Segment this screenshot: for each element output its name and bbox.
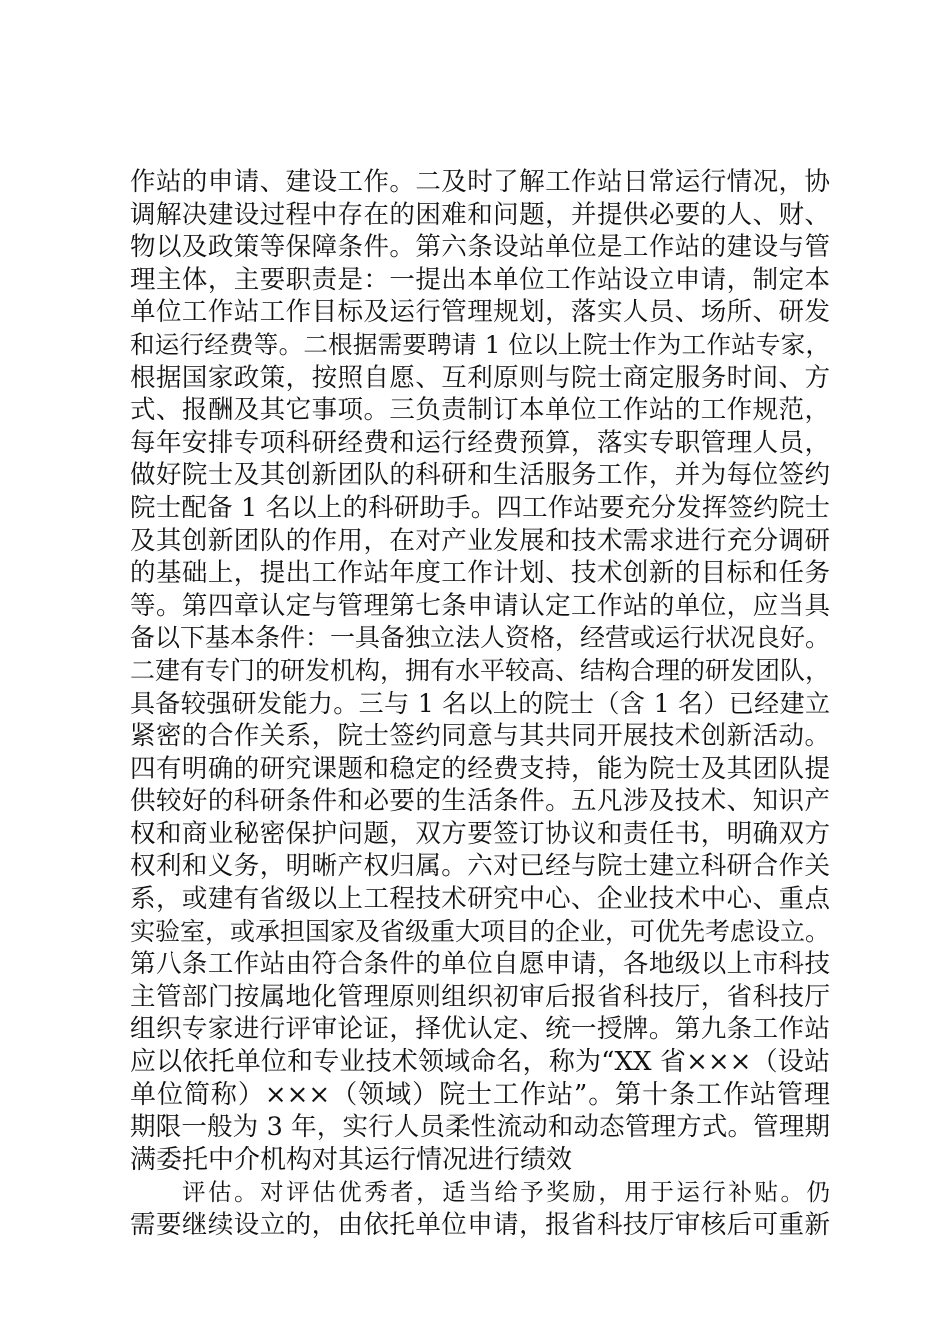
text-line: 调解决建设过程中存在的困难和问题，并提供必要的人、财、: [130, 199, 830, 230]
text-line: 系，或建有省级以上工程技术研究中心、企业技术中心、重点: [130, 884, 830, 915]
text-line: 式、报酬及其它事项。三负责制订本单位工作站的工作规范，: [130, 395, 830, 426]
text-line-indented: 评估。对评估优秀者，适当给予奖励，用于运行补贴。仍: [182, 1178, 830, 1207]
text-line: 及其创新团队的作用，在对产业发展和技术需求进行充分调研: [130, 525, 830, 556]
text-line: 备以下基本条件：一具备独立法人资格，经营或运行状况良好。: [130, 623, 831, 653]
text-line: 物以及政策等保障条件。第六条设站单位是工作站的建设与管: [130, 232, 830, 263]
body-text: [130, 166, 830, 1242]
text-line: 权和商业秘密保护问题，双方要签订协议和责任书，明确双方: [130, 818, 830, 849]
text-line: 期限一般为 3 年，实行人员柔性流动和动态管理方式。管理期: [130, 1112, 830, 1143]
text-line: 每年安排专项科研经费和运行经费预算，落实专职管理人员，: [130, 427, 830, 458]
text-line: 和运行经费等。二根据需要聘请 1 位以上院士作为工作站专家，: [130, 329, 830, 359]
text-line: 第八条工作站由符合条件的单位自愿申请，各地级以上市科技: [130, 949, 830, 980]
text-line: 紧密的合作关系，院士签约同意与其共同开展技术创新活动。: [130, 721, 830, 752]
text-line: 二建有专门的研发机构，拥有水平较高、结构合理的研发团队，: [130, 655, 831, 685]
text-line: 院士配备 1 名以上的科研助手。四工作站要充分发挥签约院士: [130, 492, 830, 523]
text-line: 供较好的科研条件和必要的生活条件。五凡涉及技术、知识产: [130, 786, 830, 817]
text-line: 组织专家进行评审论证，择优认定、统一授牌。第九条工作站: [130, 1014, 830, 1045]
text-line: 等。第四章认定与管理第七条申请认定工作站的单位，应当具: [130, 590, 830, 621]
text-line: 理主体，主要职责是：一提出本单位工作站设立申请，制定本: [130, 264, 830, 295]
text-line: 实验室，或承担国家及省级重大项目的企业，可优先考虑设立。: [130, 916, 831, 946]
text-line: 单位简称）×××（领域）院士工作站”。第十条工作站管理: [130, 1079, 830, 1110]
text-line: 单位工作站工作目标及运行管理规划，落实人员、场所、研发: [130, 297, 830, 328]
text-line: 需要继续设立的，由依托单位申请，报省科技厅审核后可重新: [130, 1210, 830, 1240]
text-line: 做好院士及其创新团队的科研和生活服务工作，并为每位签约: [130, 460, 830, 491]
text-line: 具备较强研发能力。三与 1 名以上的院士（含 1 名）已经建立: [130, 688, 830, 718]
text-line: 的基础上，提出工作站年度工作计划、技术创新的目标和任务: [130, 558, 830, 589]
text-line: 满委托中介机构对其运行情况进行绩效: [130, 1144, 573, 1175]
text-line: 权利和义务，明晰产权归属。六对已经与院士建立科研合作关: [130, 851, 830, 882]
text-line: 作站的申请、建设工作。二及时了解工作站日常运行情况，协: [130, 167, 830, 197]
text-line: 根据国家政策，按照自愿、互利原则与院士商定服务时间、方: [130, 362, 830, 393]
text-line: 应以依托单位和专业技术领域命名，称为“XX 省×××（设站: [130, 1047, 830, 1078]
text-line: 主管部门按属地化管理原则组织初审后报省科技厅，省科技厅: [130, 981, 830, 1012]
text-line: 四有明确的研究课题和稳定的经费支持，能为院士及其团队提: [130, 753, 830, 784]
